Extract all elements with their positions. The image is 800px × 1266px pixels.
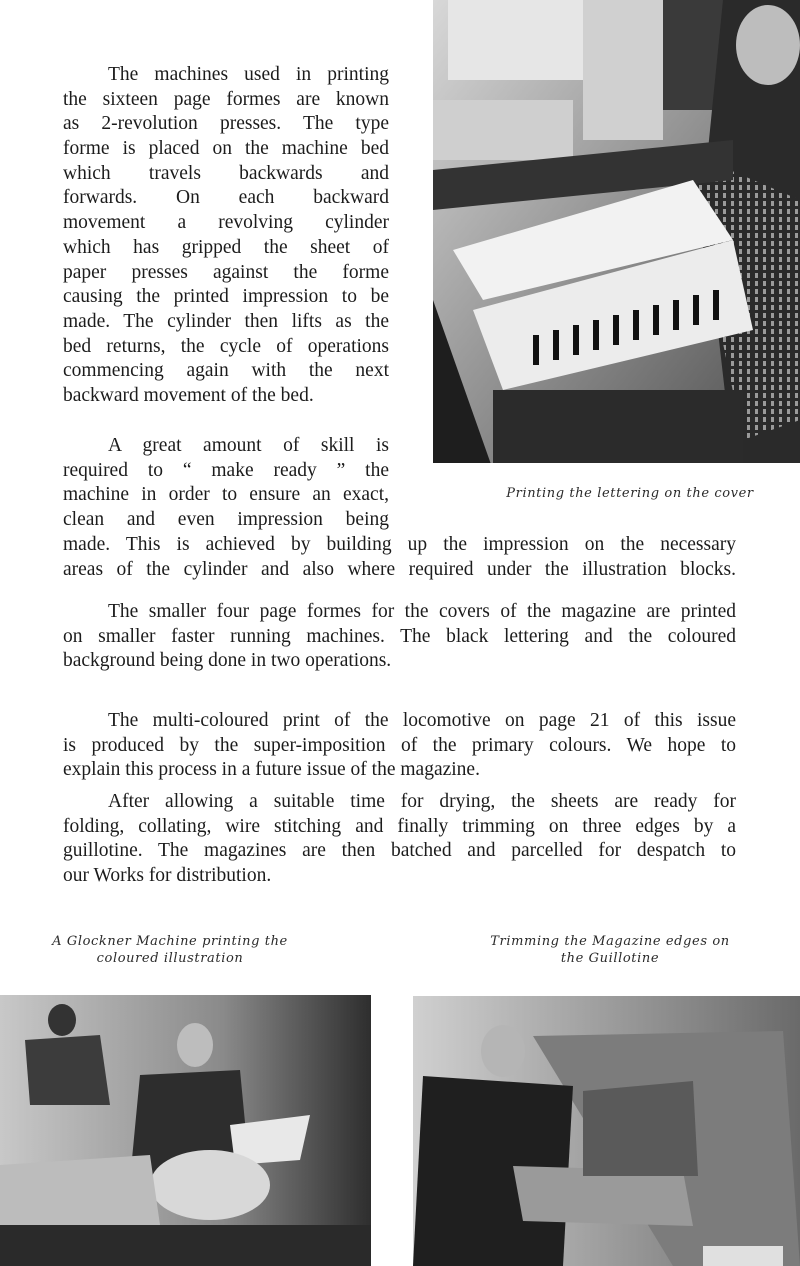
text-line: movement a revolving cylinder [63,212,389,234]
text-line: our Works for distribution. [63,865,272,887]
text-line: is produced by the super-imposition of the primary colours. We hope to [63,734,736,756]
text-line: which travels backwards and [63,162,389,184]
text-line: folding, collating, wire stitching and finally trimming on three edges by a [63,815,736,837]
text-line: made. This is achieved by building up the impression on the necessary [63,534,736,555]
text-line: clean and even impression being [63,509,389,531]
text-line: required to “ make ready ” the [63,459,389,481]
caption-line: coloured illustration [96,951,244,966]
text-line: machine in order to ensure an exact, [63,484,389,506]
paragraph-two-revolution-presses [63,63,389,409]
text-line: the sixteen page formes are known [63,88,389,110]
press-photo-illustration [433,0,800,463]
paragraph-finishing [63,790,736,889]
text-line: made. The cylinder then lifts as the [63,310,389,332]
text-line: A great amount of skill is [108,435,389,456]
text-line: areas of the cylinder and also where required under the illustration blocks. [63,558,736,580]
text-line: which has gripped the sheet of [63,236,389,258]
text-line: backward movement of the bed. [63,384,314,406]
text-line: guillotine. The magazines are then batched and parcelled for despatch to [63,840,736,862]
caption-guillotine [460,933,760,967]
text-line: background being done in two operations. [63,650,392,672]
photo-printing-cover [433,0,800,463]
paragraph-make-ready [63,434,389,533]
paragraph-multi-coloured-print [63,709,736,783]
caption-line: Trimming the Magazine edges on [490,934,730,949]
caption-line: A Glockner Machine printing the [52,934,288,949]
paragraph-make-ready-continued [63,533,736,582]
guillotine-photo-illustration [413,996,800,1266]
text-line: After allowing a suitable time for drying, the sheets are ready for [108,791,736,812]
text-line: paper presses against the forme [63,261,389,283]
text-line: explain this process in a future issue of the magazine. [63,759,480,781]
text-line: forwards. On each backward [63,187,389,209]
text-line: on smaller faster running machines. The black lettering and the coloured [63,625,736,647]
text-line: forme is placed on the machine bed [63,138,389,160]
text-line: The smaller four page formes for the covers of the magazine are printed [108,601,736,622]
caption-printing-cover: Printing the lettering on the cover [506,486,754,501]
text-line: The machines used in printing [108,64,389,85]
text-line: as 2-revolution presses. The type [63,113,389,135]
photo-guillotine [413,996,800,1266]
text-line: The multi-coloured print of the locomotive on page 21 of this issue [108,710,736,731]
text-line: commencing again with the next [63,360,389,382]
paragraph-cover-formes [63,600,736,674]
text-line: bed returns, the cycle of operations [63,335,389,357]
caption-line: the Guillotine [560,951,660,966]
photo-glockner-machine [0,995,371,1266]
text-line: causing the printed impression to be [63,286,389,308]
caption-glockner-machine [20,933,320,967]
glockner-photo-illustration [0,995,371,1266]
